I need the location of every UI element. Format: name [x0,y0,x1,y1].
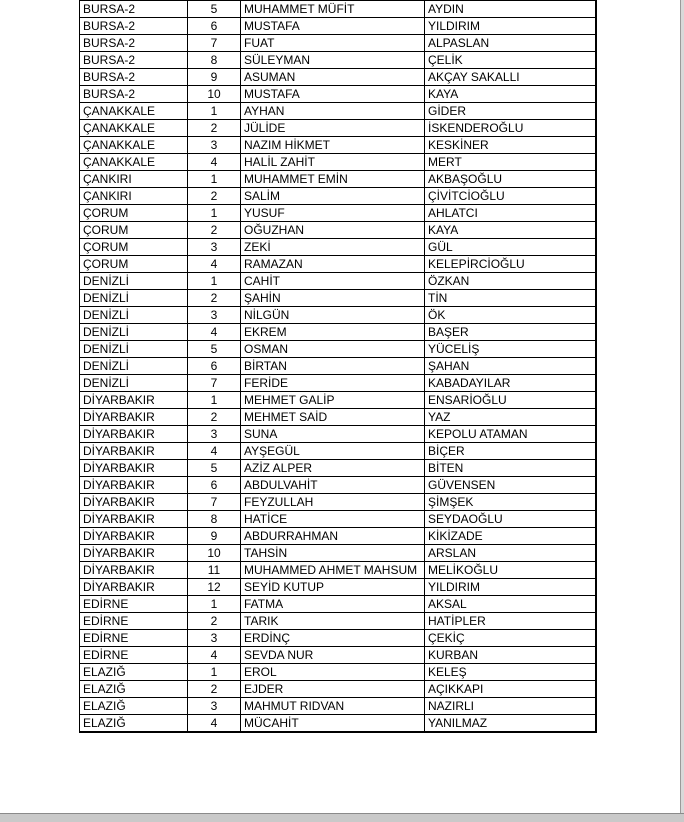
province-cell: BURSA-2 [80,52,188,69]
rank-cell: 2 [188,222,241,239]
rank-cell: 3 [188,630,241,647]
table-row [80,358,597,375]
rank-cell: 3 [188,137,241,154]
rank-cell: 6 [188,18,241,35]
surname-cell: KEPOLU ATAMAN [425,426,597,443]
surname-cell: SEYDAOĞLU [425,511,597,528]
first-name-cell: SEVDA NUR [241,647,425,664]
rank-cell: 1 [188,664,241,681]
table-row [80,528,597,545]
rank-cell: 5 [188,460,241,477]
first-name-cell: RAMAZAN [241,256,425,273]
table-row [80,35,597,52]
surname-cell: YAZ [425,409,597,426]
first-name-cell: EROL [241,664,425,681]
first-name-cell: ABDULVAHİT [241,477,425,494]
province-cell: BURSA-2 [80,35,188,52]
surname-cell: MERT [425,154,597,171]
first-name-cell: SÜLEYMAN [241,52,425,69]
table-row [80,715,597,733]
rank-cell: 4 [188,647,241,664]
province-cell: BURSA-2 [80,1,188,18]
surname-cell: AKÇAY SAKALLI [425,69,597,86]
table-row [80,52,597,69]
table-row [80,1,597,18]
province-cell: BURSA-2 [80,18,188,35]
rank-cell: 1 [188,171,241,188]
first-name-cell: FUAT [241,35,425,52]
first-name-cell: MUHAMMET EMİN [241,171,425,188]
surname-cell: YÜCELİŞ [425,341,597,358]
first-name-cell: SEYİD KUTUP [241,579,425,596]
table-row [80,630,597,647]
first-name-cell: SUNA [241,426,425,443]
province-cell: DİYARBAKIR [80,460,188,477]
rank-cell: 2 [188,409,241,426]
table-row [80,698,597,715]
rank-cell: 3 [188,426,241,443]
first-name-cell: MUHAMMET MÜFİT [241,1,425,18]
province-cell: DİYARBAKIR [80,392,188,409]
first-name-cell: MÜCAHİT [241,715,425,733]
rank-cell: 7 [188,494,241,511]
surname-cell: YILDIRIM [425,579,597,596]
province-cell: ÇANKIRI [80,171,188,188]
rank-cell: 9 [188,69,241,86]
rank-cell: 1 [188,205,241,222]
table-row [80,443,597,460]
first-name-cell: YUSUF [241,205,425,222]
surname-cell: AKBAŞOĞLU [425,171,597,188]
province-cell: ÇORUM [80,256,188,273]
first-name-cell: FERİDE [241,375,425,392]
surname-cell: ŞAHAN [425,358,597,375]
first-name-cell: ŞAHİN [241,290,425,307]
first-name-cell: ASUMAN [241,69,425,86]
first-name-cell: ABDURRAHMAN [241,528,425,545]
table-row [80,341,597,358]
rank-cell: 1 [188,596,241,613]
surname-cell: KABADAYILAR [425,375,597,392]
province-cell: DİYARBAKIR [80,426,188,443]
rank-cell: 4 [188,154,241,171]
province-cell: EDİRNE [80,647,188,664]
surname-cell: ALPASLAN [425,35,597,52]
surname-cell: GÜL [425,239,597,256]
first-name-cell: MAHMUT RIDVAN [241,698,425,715]
table-row [80,477,597,494]
province-cell: DENİZLİ [80,290,188,307]
province-cell: ELAZIĞ [80,681,188,698]
surname-cell: MELİKOĞLU [425,562,597,579]
province-cell: ELAZIĞ [80,715,188,733]
rank-cell: 8 [188,52,241,69]
rank-cell: 10 [188,545,241,562]
province-cell: ÇANKIRI [80,188,188,205]
province-cell: DENİZLİ [80,341,188,358]
province-cell: ÇANAKKALE [80,120,188,137]
rank-cell: 3 [188,307,241,324]
surname-cell: ÇELİK [425,52,597,69]
surname-cell: KURBAN [425,647,597,664]
table-row [80,290,597,307]
table-row [80,188,597,205]
province-cell: DİYARBAKIR [80,511,188,528]
province-cell: DİYARBAKIR [80,528,188,545]
rank-cell: 6 [188,477,241,494]
province-cell: BURSA-2 [80,86,188,103]
surname-cell: KAYA [425,222,597,239]
province-cell: ELAZIĞ [80,698,188,715]
province-cell: EDİRNE [80,596,188,613]
rank-cell: 10 [188,86,241,103]
first-name-cell: MUSTAFA [241,86,425,103]
first-name-cell: AYHAN [241,103,425,120]
province-cell: DİYARBAKIR [80,562,188,579]
province-cell: DENİZLİ [80,324,188,341]
rank-cell: 8 [188,511,241,528]
table-row [80,562,597,579]
rank-cell: 2 [188,681,241,698]
rank-cell: 1 [188,273,241,290]
first-name-cell: MUSTAFA [241,18,425,35]
table-row [80,103,597,120]
table-row [80,409,597,426]
first-name-cell: HATİCE [241,511,425,528]
table-row [80,426,597,443]
rank-cell: 4 [188,443,241,460]
table-row [80,494,597,511]
table-row [80,239,597,256]
surname-cell: ÖZKAN [425,273,597,290]
first-name-cell: MUHAMMED AHMET MAHSUM [241,562,425,579]
first-name-cell: TAHSİN [241,545,425,562]
first-name-cell: FEYZULLAH [241,494,425,511]
table-row [80,171,597,188]
first-name-cell: ZEKİ [241,239,425,256]
rank-cell: 4 [188,324,241,341]
table-row [80,460,597,477]
table-row [80,86,597,103]
rank-cell: 6 [188,358,241,375]
first-name-cell: JÜLİDE [241,120,425,137]
rank-cell: 12 [188,579,241,596]
table-row [80,154,597,171]
table-row [80,664,597,681]
table-row [80,392,597,409]
rank-cell: 1 [188,103,241,120]
surname-cell: HATİPLER [425,613,597,630]
table-row [80,69,597,86]
table-row [80,545,597,562]
surname-cell: ÖK [425,307,597,324]
table-row [80,511,597,528]
surname-cell: YILDIRIM [425,18,597,35]
first-name-cell: EJDER [241,681,425,698]
surname-cell: TİN [425,290,597,307]
rank-cell: 5 [188,1,241,18]
rank-cell: 2 [188,290,241,307]
surname-cell: NAZIRLI [425,698,597,715]
table-row [80,324,597,341]
first-name-cell: SALİM [241,188,425,205]
surname-cell: ÇİVİTCİOĞLU [425,188,597,205]
table-row [80,375,597,392]
first-name-cell: OĞUZHAN [241,222,425,239]
table-row [80,18,597,35]
surname-cell: ARSLAN [425,545,597,562]
province-cell: DENİZLİ [80,307,188,324]
table-row [80,613,597,630]
province-cell: DENİZLİ [80,273,188,290]
province-cell: DENİZLİ [80,358,188,375]
first-name-cell: TARIK [241,613,425,630]
province-cell: ELAZIĞ [80,664,188,681]
province-cell: DİYARBAKIR [80,545,188,562]
province-cell: DİYARBAKIR [80,477,188,494]
table-row [80,137,597,154]
first-name-cell: AYŞEGÜL [241,443,425,460]
province-cell: DİYARBAKIR [80,494,188,511]
province-cell: ÇORUM [80,205,188,222]
table-row [80,120,597,137]
rank-cell: 1 [188,392,241,409]
table-row [80,681,597,698]
table-row [80,579,597,596]
surname-cell: GÜVENSEN [425,477,597,494]
rank-cell: 4 [188,256,241,273]
province-cell: DİYARBAKIR [80,409,188,426]
rank-cell: 2 [188,120,241,137]
rank-cell: 2 [188,613,241,630]
rank-cell: 3 [188,239,241,256]
surname-cell: KESKİNER [425,137,597,154]
surname-cell: ŞİMŞEK [425,494,597,511]
province-cell: DİYARBAKIR [80,579,188,596]
province-cell: ÇANAKKALE [80,103,188,120]
rank-cell: 4 [188,715,241,733]
surname-cell: AHLATCI [425,205,597,222]
province-cell: DİYARBAKIR [80,443,188,460]
surname-cell: YANILMAZ [425,715,597,733]
province-cell: ÇANAKKALE [80,154,188,171]
table-row [80,256,597,273]
first-name-cell: NAZIM HİKMET [241,137,425,154]
rank-cell: 7 [188,375,241,392]
province-cell: EDİRNE [80,613,188,630]
surname-cell: KELEŞ [425,664,597,681]
surname-cell: İSKENDEROĞLU [425,120,597,137]
surname-cell: AKSAL [425,596,597,613]
surname-cell: KELEPİRCİOĞLU [425,256,597,273]
first-name-cell: MEHMET SAİD [241,409,425,426]
table-row [80,273,597,290]
first-name-cell: FATMA [241,596,425,613]
first-name-cell: MEHMET GALİP [241,392,425,409]
surname-cell: KAYA [425,86,597,103]
first-name-cell: BİRTAN [241,358,425,375]
surname-cell: BİÇER [425,443,597,460]
surname-cell: AYDIN [425,1,597,18]
candidate-table [79,0,597,733]
first-name-cell: CAHİT [241,273,425,290]
rank-cell: 2 [188,188,241,205]
first-name-cell: ERDİNÇ [241,630,425,647]
candidate-table-body [80,1,597,733]
table-row [80,307,597,324]
table-row [80,205,597,222]
table-row [80,596,597,613]
surname-cell: ENSARİOĞLU [425,392,597,409]
rank-cell: 3 [188,698,241,715]
province-cell: EDİRNE [80,630,188,647]
first-name-cell: HALİL ZAHİT [241,154,425,171]
surname-cell: KİKİZADE [425,528,597,545]
rank-cell: 11 [188,562,241,579]
province-cell: ÇORUM [80,239,188,256]
province-cell: DENİZLİ [80,375,188,392]
rank-cell: 7 [188,35,241,52]
province-cell: BURSA-2 [80,69,188,86]
surname-cell: ÇEKİÇ [425,630,597,647]
surname-cell: AÇIKKAPI [425,681,597,698]
first-name-cell: EKREM [241,324,425,341]
rank-cell: 9 [188,528,241,545]
province-cell: ÇANAKKALE [80,137,188,154]
table-row [80,647,597,664]
first-name-cell: OSMAN [241,341,425,358]
surname-cell: BAŞER [425,324,597,341]
province-cell: ÇORUM [80,222,188,239]
first-name-cell: AZİZ ALPER [241,460,425,477]
first-name-cell: NİLGÜN [241,307,425,324]
rank-cell: 5 [188,341,241,358]
page-bottom-shadow [0,814,684,822]
surname-cell: GİDER [425,103,597,120]
table-row [80,222,597,239]
surname-cell: BİTEN [425,460,597,477]
